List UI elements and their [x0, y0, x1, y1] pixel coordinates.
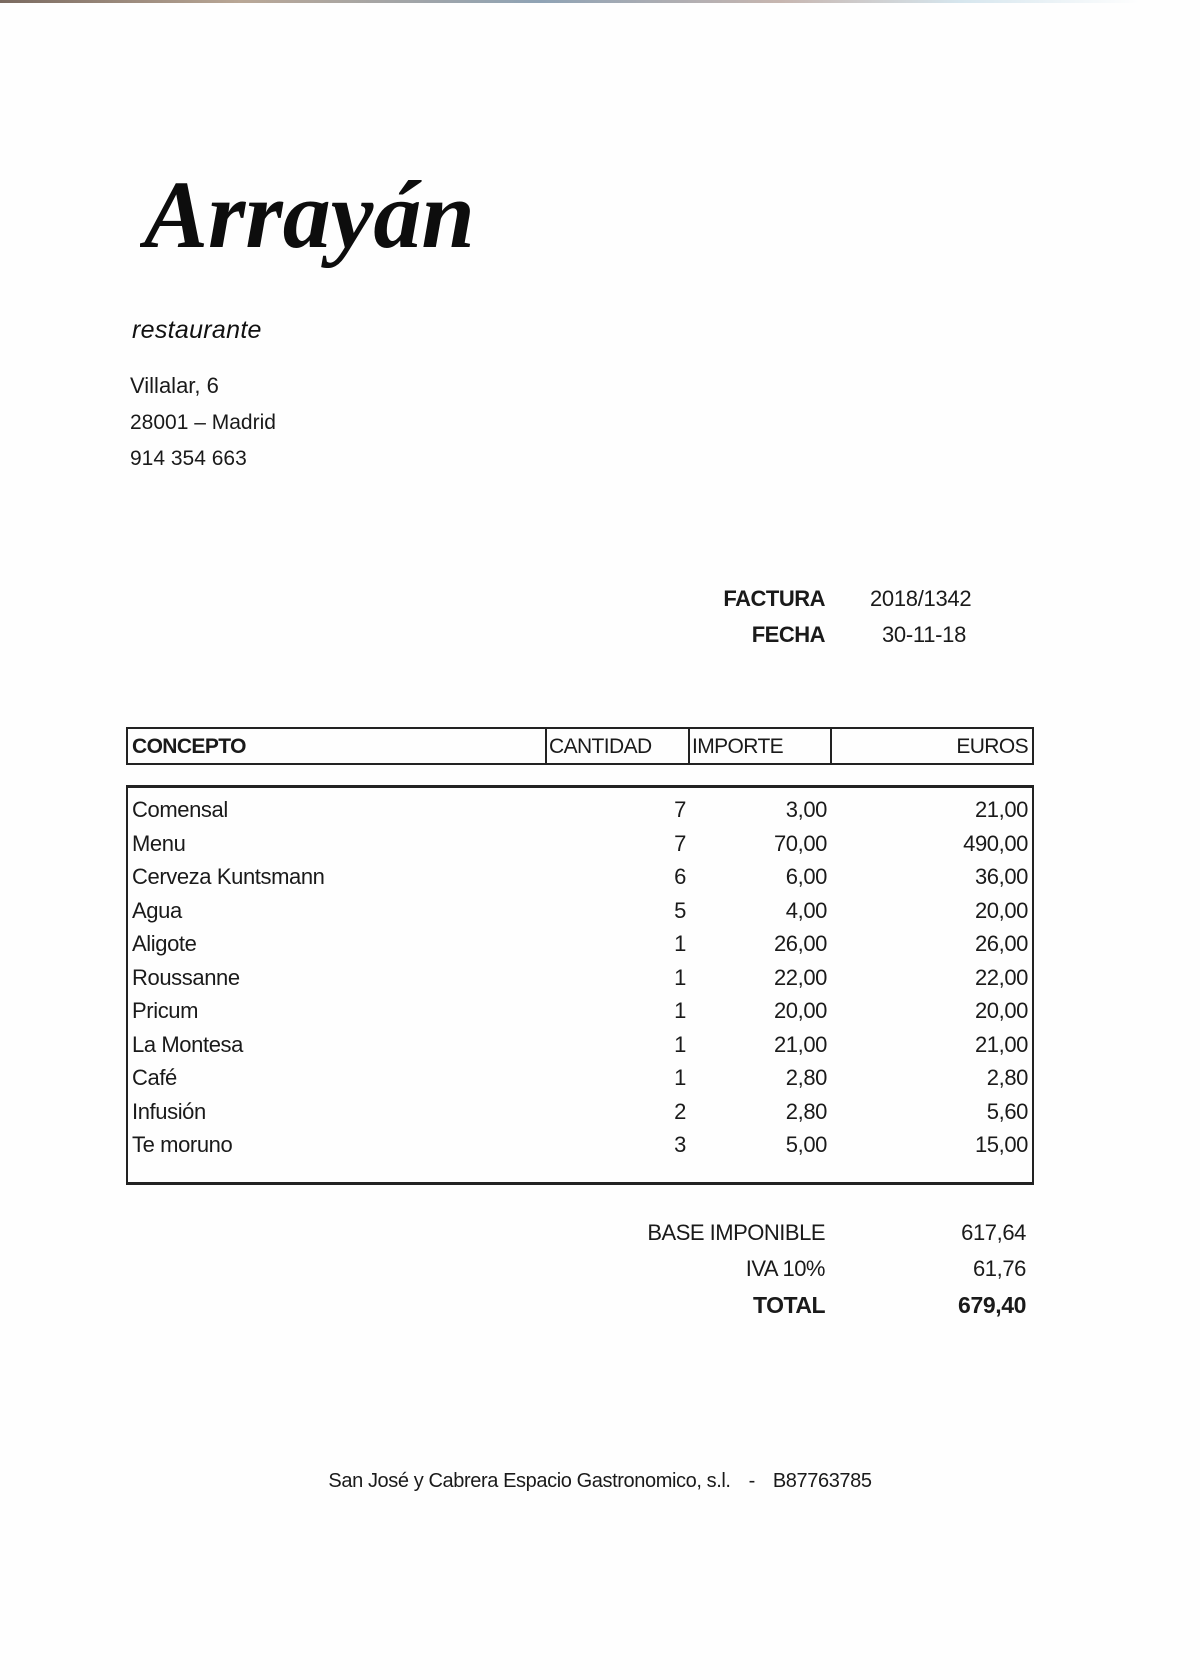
cell-concepto: Roussanne: [132, 964, 240, 990]
base-imponible-label: BASE IMPONIBLE: [647, 1220, 825, 1245]
cell-importe: 6,00: [785, 864, 827, 889]
invoice-number: 2018/1342: [870, 586, 972, 611]
cell-euros: 20,00: [974, 998, 1028, 1023]
table-row: [128, 926, 1032, 962]
cell-cantidad: 7: [674, 830, 686, 856]
cell-concepto: La Montesa: [132, 1031, 243, 1057]
header-importe: IMPORTE: [692, 735, 784, 758]
cell-concepto: Aligote: [132, 931, 197, 956]
cell-cantidad: 2: [674, 1098, 686, 1124]
footer-tax-id: B87763785: [772, 1470, 872, 1492]
cell-euros: 15,00: [974, 1132, 1028, 1157]
header-euros: EUROS: [956, 735, 1028, 758]
base-imponible-value: 617,64: [961, 1220, 1026, 1245]
cell-concepto: Café: [132, 1065, 177, 1090]
cell-concepto: Comensal: [132, 797, 228, 822]
restaurant-tagline: restaurante: [132, 316, 262, 344]
invoice-date-label: FECHA: [751, 622, 825, 647]
footer: [0, 1470, 1200, 1493]
cell-concepto: Menu: [132, 830, 186, 856]
header-concepto: CONCEPTO: [132, 735, 246, 758]
table-row: [128, 792, 1032, 828]
footer-company: San José y Cabrera Espacio Gastronomico, s.l.: [328, 1470, 731, 1492]
table-row: [128, 1027, 1032, 1063]
logo-script-icon: [140, 165, 540, 315]
cell-concepto: Pricum: [132, 998, 199, 1023]
scan-edge: [0, 0, 1200, 3]
iva-value: 61,76: [972, 1256, 1026, 1281]
cell-euros: 26,00: [974, 931, 1028, 956]
table-row: [128, 859, 1032, 895]
cell-cantidad: 1: [674, 964, 686, 990]
cell-cantidad: 1: [674, 998, 686, 1023]
table-header: [126, 727, 1034, 765]
header-divider: [688, 729, 690, 763]
cell-importe: 22,00: [773, 964, 827, 990]
table-row: [128, 893, 1032, 929]
table-row: [128, 826, 1032, 862]
cell-concepto: Cerveza Kuntsmann: [132, 864, 325, 889]
invoice-date: 30-11-18: [882, 622, 967, 647]
cell-euros: 36,00: [974, 864, 1028, 889]
cell-cantidad: 3: [674, 1132, 686, 1157]
cell-importe: 5,00: [785, 1132, 827, 1157]
cell-euros: 22,00: [974, 964, 1028, 990]
phone-number: 914 354 663: [130, 447, 247, 470]
cell-importe: 21,00: [773, 1031, 827, 1057]
cell-cantidad: 6: [674, 864, 686, 889]
cell-euros: 21,00: [974, 1031, 1028, 1057]
cell-importe: 70,00: [773, 830, 827, 856]
cell-concepto: Infusión: [132, 1098, 206, 1124]
items-table: [126, 785, 1034, 1185]
cell-cantidad: 1: [674, 931, 686, 956]
cell-concepto: Agua: [132, 897, 182, 923]
address-street: Villalar, 6: [130, 373, 219, 398]
cell-cantidad: 7: [674, 797, 686, 822]
cell-cantidad: 1: [674, 1065, 686, 1090]
address-city: 28001 – Madrid: [130, 411, 276, 434]
footer-separator: -: [748, 1470, 755, 1492]
iva-label: IVA 10%: [745, 1256, 825, 1281]
cell-euros: 490,00: [963, 830, 1028, 856]
logo-text: Arrayán: [144, 165, 475, 268]
cell-concepto: Te moruno: [132, 1132, 233, 1157]
header-cantidad: CANTIDAD: [549, 735, 652, 758]
cell-importe: 4,00: [785, 897, 827, 923]
cell-euros: 2,80: [986, 1065, 1028, 1090]
cell-importe: 3,00: [785, 797, 827, 822]
header-divider: [545, 729, 547, 763]
table-row: [128, 1094, 1032, 1130]
restaurant-logo: [140, 165, 540, 315]
cell-importe: 26,00: [773, 931, 827, 956]
cell-euros: 21,00: [974, 797, 1028, 822]
header-divider: [830, 729, 832, 763]
cell-euros: 5,60: [986, 1098, 1028, 1124]
cell-importe: 20,00: [773, 998, 827, 1023]
table-row: [128, 1127, 1032, 1163]
table-row: [128, 1060, 1032, 1096]
table-row: [128, 993, 1032, 1029]
table-row: [128, 960, 1032, 996]
cell-euros: 20,00: [974, 897, 1028, 923]
total-value: 679,40: [958, 1292, 1026, 1318]
cell-cantidad: 5: [674, 897, 686, 923]
cell-cantidad: 1: [674, 1031, 686, 1057]
invoice-number-label: FACTURA: [723, 586, 825, 611]
total-label: TOTAL: [752, 1292, 825, 1318]
cell-importe: 2,80: [785, 1065, 827, 1090]
cell-importe: 2,80: [785, 1098, 827, 1124]
